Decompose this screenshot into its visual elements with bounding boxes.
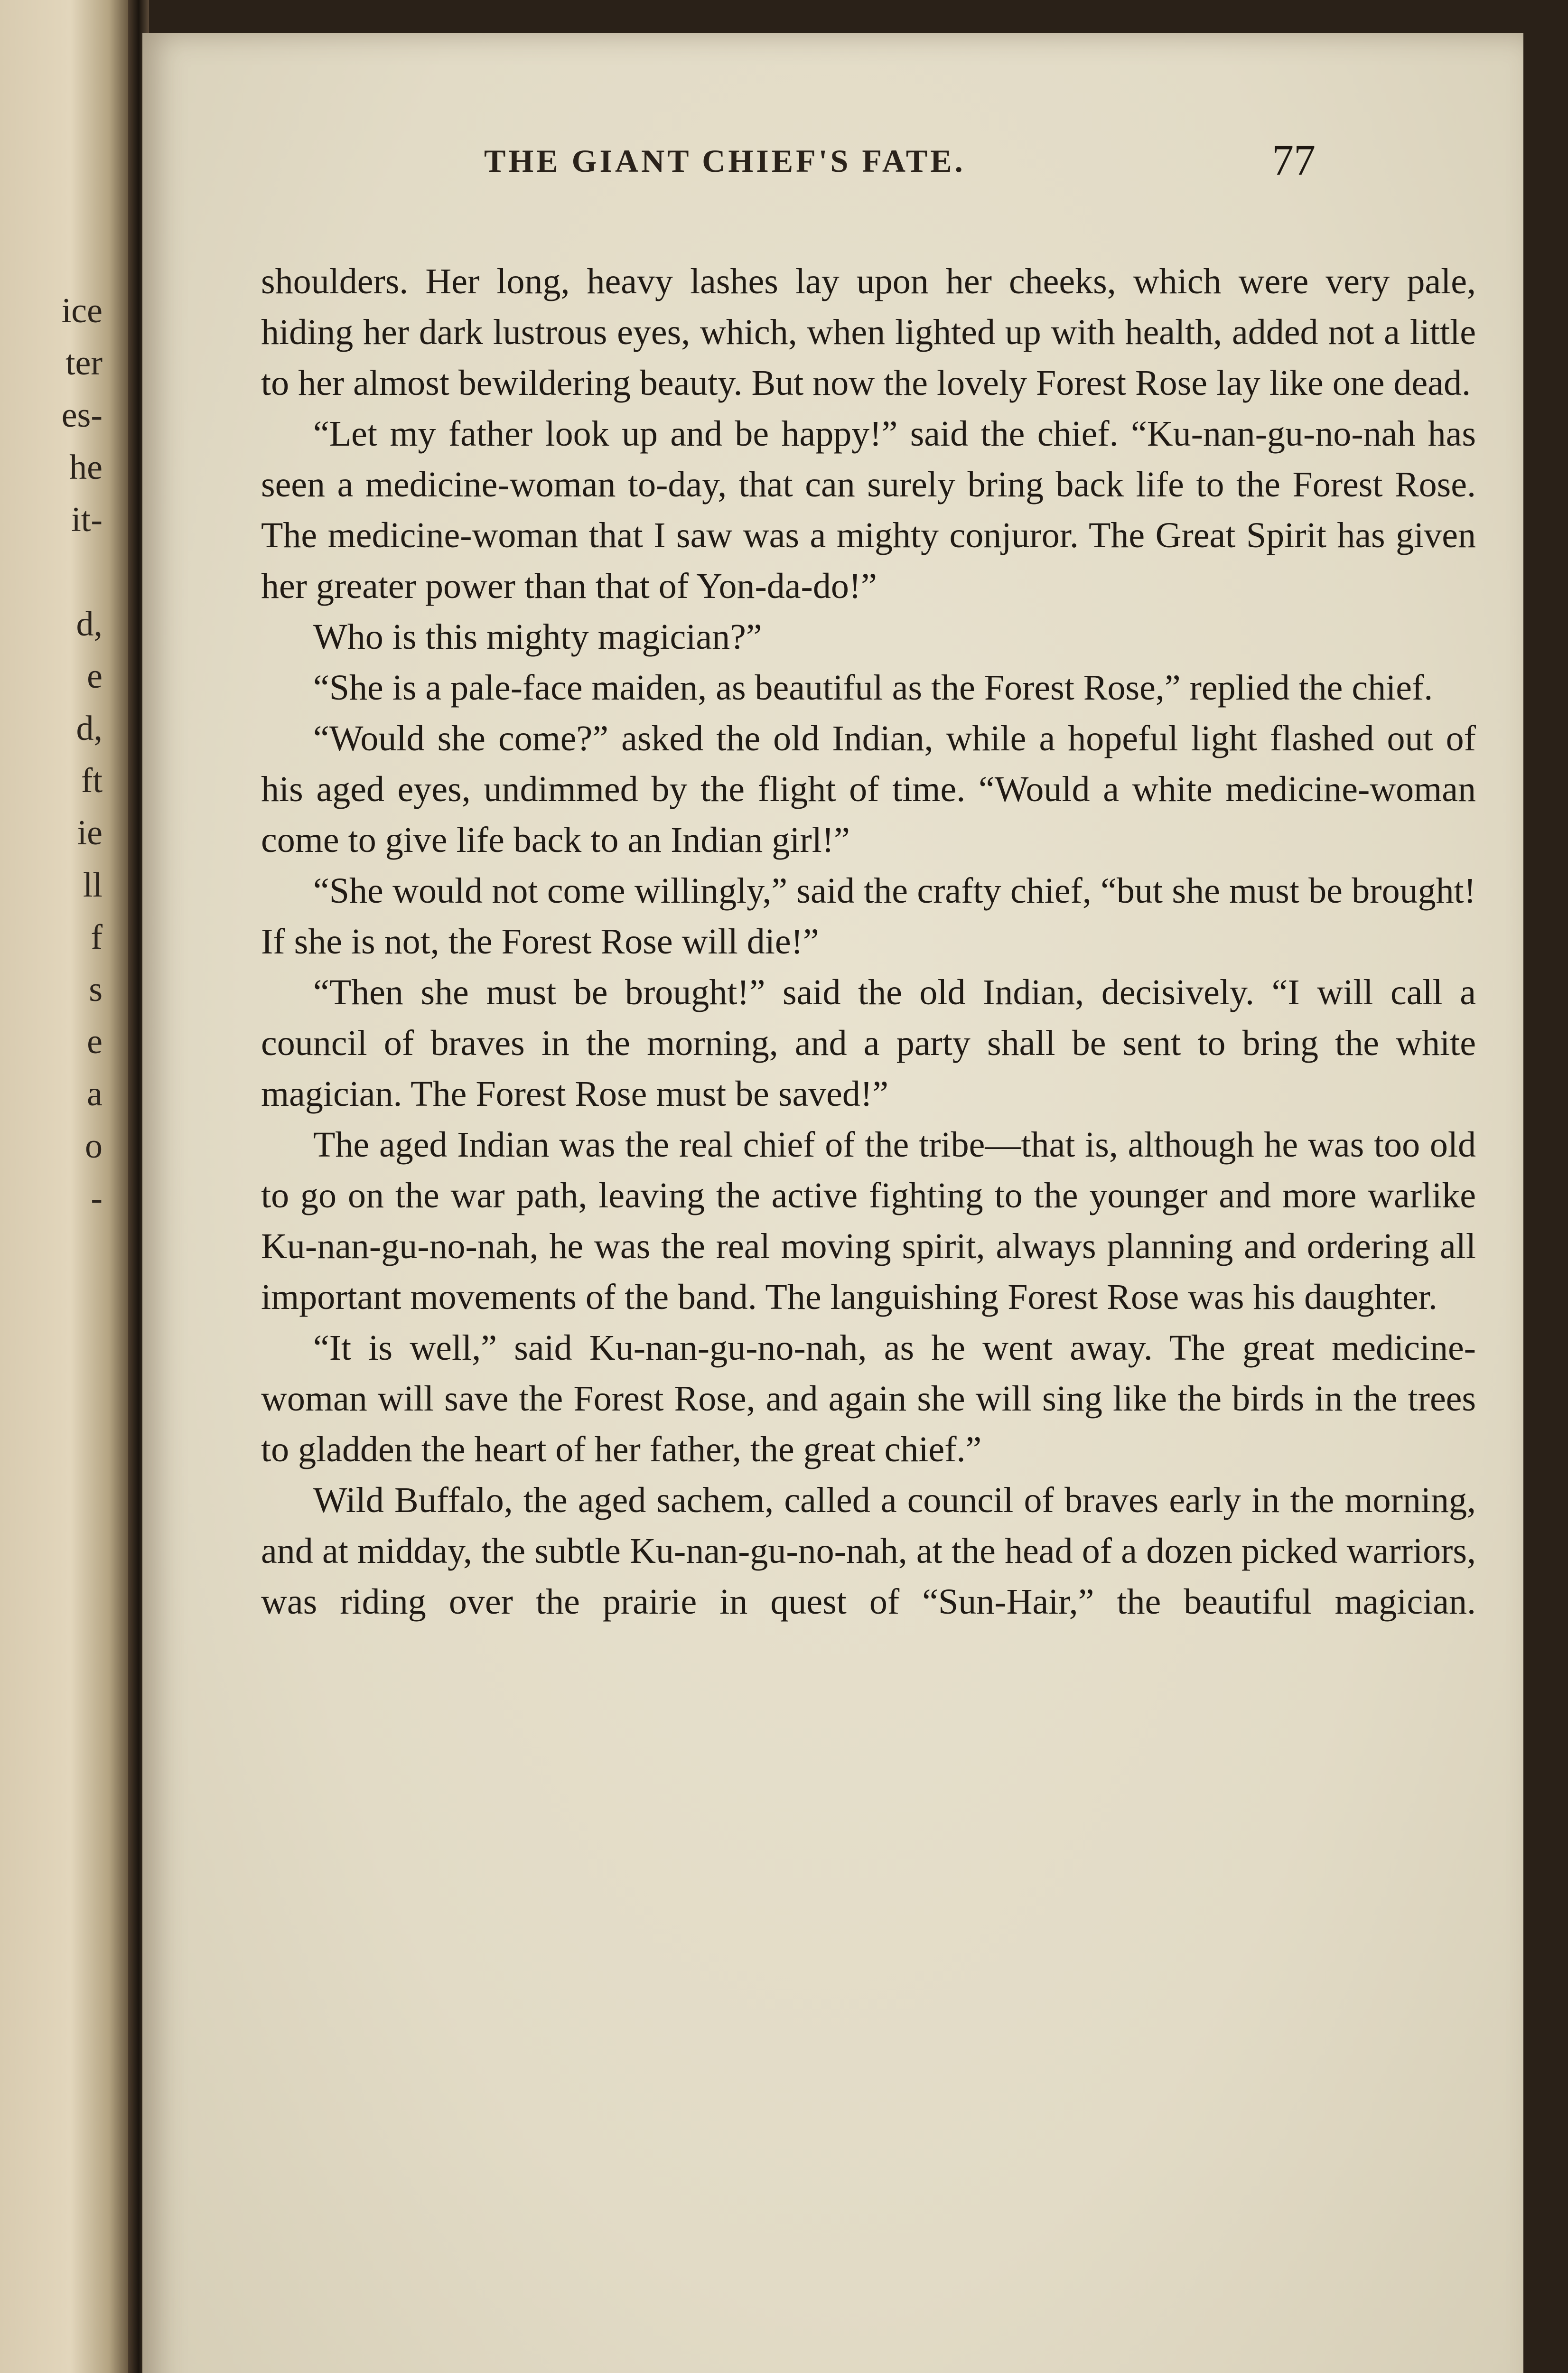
paragraph: “She would not come willingly,” said the crafty chief, “but she must be brought! If she is not, the Forest Rose will die!” bbox=[261, 871, 1476, 962]
left-page-edge bbox=[0, 0, 128, 2373]
left-fragment: a bbox=[87, 1074, 103, 1113]
left-fragment bbox=[3, 546, 117, 598]
left-fragment: e bbox=[87, 1022, 103, 1061]
left-fragment: es- bbox=[61, 396, 103, 435]
paragraph: “Let my father look up and be happy!” said the chief. “Ku-nan-gu-no-nah has seen a medicine-woman to-day, that can surely bring back life to the Forest Rose. The medicine-woman that I saw was a mighty conjuror. The Great Spirit has given her greater power than that of Yon-da-do!” bbox=[261, 414, 1476, 606]
left-fragment: ll bbox=[83, 866, 103, 905]
left-fragment: ft bbox=[81, 761, 103, 800]
paragraph: “Would she come?” asked the old Indian, while a hopeful light flashed out of his aged eyes, undimmed by the flight of time. “Would a white medicine-woman come to give life back to an Indian girl!” bbox=[261, 719, 1476, 860]
left-fragment: d, bbox=[76, 709, 103, 748]
paragraph: Wild Buffalo, the aged sachem, called a council of braves early in the morning, and at midday, the subtle Ku-nan-gu-no-nah, at the head of a dozen picked warriors, was riding over the prairie in quest of “Sun-Hair,” the beautiful magician. bbox=[261, 1480, 1476, 1622]
paragraph: Who is this mighty magician?” bbox=[313, 617, 762, 657]
paragraph: The aged Indian was the real chief of the tribe—that is, although he was too old to go on the war path, leaving the active fighting to the younger and more warlike Ku-nan-gu-no-nah, he was the real moving spirit, always planning and ordering all important movements of the band. The languishing Forest Rose was his daughter. bbox=[261, 1125, 1476, 1317]
left-fragment: he bbox=[69, 448, 103, 487]
paragraph: “Then she must be brought!” said the old Indian, decisively. “I will call a council of braves in the morning, and a party shall be sent to bring the white magician. The Forest Rose must be saved!” bbox=[261, 972, 1476, 1114]
running-head: THE GIANT CHIEF'S FATE. bbox=[484, 143, 966, 179]
paragraph: “It is well,” said Ku-nan-gu-no-nah, as he went away. The great medicine-woman will save the Forest Rose, and again she will sing like the birds in the trees to gladden the heart of her father, the great chief.” bbox=[261, 1328, 1476, 1469]
left-fragment: e bbox=[87, 657, 103, 696]
left-fragment: ie bbox=[77, 813, 103, 852]
left-fragment: s bbox=[89, 970, 103, 1009]
body-text bbox=[261, 256, 1476, 1627]
left-fragment: - bbox=[91, 1179, 103, 1218]
left-page-text-fragments bbox=[3, 285, 117, 1224]
left-fragment: it- bbox=[71, 500, 103, 539]
left-fragment: d, bbox=[76, 605, 103, 644]
left-fragment: ice bbox=[61, 291, 103, 330]
left-fragment: o bbox=[85, 1127, 103, 1166]
paragraph: shoulders. Her long, heavy lashes lay upon her cheeks, which were very pale, hiding her dark lustrous eyes, which, when lighted up with health, added not a little to her almost bewildering beauty. But now the lovely Forest Rose lay like one dead. bbox=[261, 262, 1476, 403]
book-page bbox=[142, 33, 1523, 2373]
left-fragment: ter bbox=[65, 344, 103, 383]
paragraph: “She is a pale-face maiden, as beautiful as the Forest Rose,” replied the chief. bbox=[313, 668, 1433, 708]
page-number: 77 bbox=[1272, 136, 1316, 184]
page-header bbox=[142, 136, 1386, 195]
left-fragment: f bbox=[91, 918, 103, 957]
